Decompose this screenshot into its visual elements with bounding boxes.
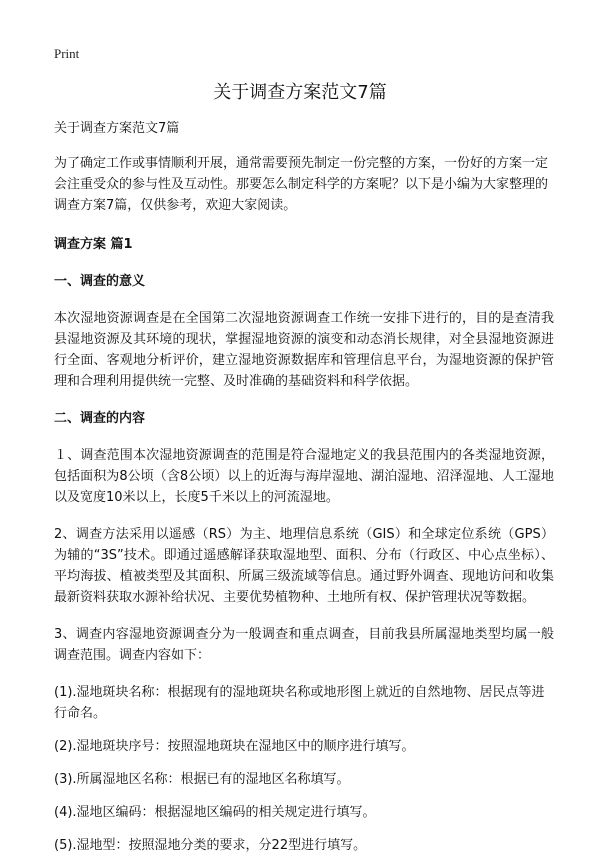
paragraph-significance: 本次湿地资源调查是在全国第二次湿地资源调查工作统一安排下进行的，目的是查清我县湿地资源及其环境的现状，掌握湿地资源的演变和动态消长规律，对全县湿地资源进行全面、客观地分析评价，建立湿地资源数据库和管理信息平台，为湿地资源的保护管理和合理利用提供统一完整、及时准确的基础资料和科学依据。 [54, 311, 554, 389]
list-item: (5).湿地型：按照湿地分类的要求，分22型进行填写。 [54, 838, 367, 853]
print-link[interactable]: Print [54, 46, 80, 61]
paragraph-content-intro: 3、调查内容湿地资源调查分为一般调查和重点调查，目前我县所属湿地类型均属一般调查范围。调查内容如下： [54, 627, 554, 663]
document-body [54, 118, 554, 868]
list-item: (4).湿地区编码：根据湿地区编码的相关规定进行填写。 [54, 805, 376, 820]
intro-paragraph: 为了确定工作或事情顺利开展，通常需要预先制定一份完整的方案，一份好的方案一定会注重受众的参与性及互动性。那要怎么制定科学的方案呢？以下是小编为大家整理的调查方案7篇，仅供参考，欢迎大家阅读。 [54, 156, 549, 213]
heading-significance: 一、调查的意义 [54, 274, 146, 289]
list-item: (2).湿地斑块序号：按照湿地斑块在湿地区中的顺序进行填写。 [54, 739, 415, 754]
document-subtitle: 关于调查方案范文7篇 [54, 121, 180, 136]
list-item: (1).湿地斑块名称：根据现有的湿地斑块名称或地形图上就近的自然地物、居民点等进行命名。 [54, 685, 545, 721]
list-item: (3).所属湿地区名称：根据已有的湿地区名称填写。 [54, 772, 350, 787]
document-title: 关于调查方案范文7篇 [213, 82, 387, 103]
paragraph-scope: １、调查范围本次湿地资源调查的范围是符合湿地定义的我县范围内的各类湿地资源，包括面积为8公顷（含8公顷）以上的近海与海岸湿地、湖泊湿地、沼泽湿地、人工湿地以及宽度10米以上，长度5千米以上的河流湿地。 [54, 448, 554, 505]
heading-content: 二、调查的内容 [54, 411, 146, 426]
section-title: 调查方案 篇1 [54, 237, 133, 252]
paragraph-method: 2、调查方法采用以遥感（RS）为主、地理信息系统（GIS）和全球定位系统（GPS）为辅的“3S”技术。即通过遥感解译获取湿地型、面积、分布（行政区、中心点坐标）、平均海拔、植被类型及其面积、所属三级流域等信息。通过野外调查、现地访问和收集最新资料获取水源补给状况、主要优势植物种、土地所有权、保护管理状况等数据。 [54, 527, 554, 605]
